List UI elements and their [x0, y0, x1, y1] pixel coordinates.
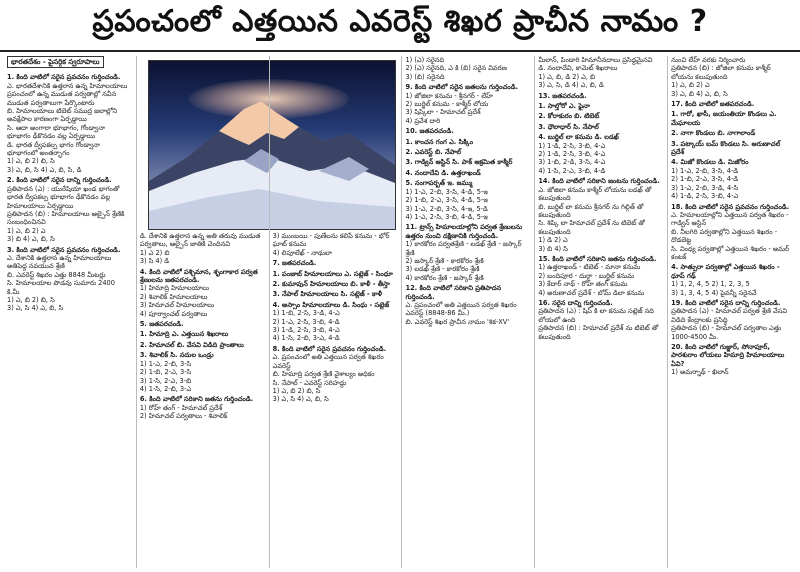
answer-text: బి. హిమాద్రి పర్వత శ్రేణి వైశాల్యం అధికం	[272, 370, 375, 379]
column-5	[534, 56, 663, 568]
question-text: 12. కింది వాటిలో సరికాని ప్రతిపాదన గుర్తించండి.	[405, 284, 502, 301]
question-text: 2. హిమాచల్ బి. వేసవి విడిది ప్రాంతాలు	[139, 340, 244, 349]
question-text: 7. జతపరచండి.	[272, 259, 317, 268]
question-text: 13. జతపరచండి.	[538, 91, 587, 100]
answer-text: బి. బుర్జిల్ లా కనుమ శ్రీనగర్ ను గిల్గిత్ తో కలుపుతుంది	[538, 202, 644, 219]
answer-text: ప్రతిపాదన (బి) - హిమాచల్ పర్వతాల ఎత్తు 1000-4500 మీ.	[671, 324, 782, 341]
answer-text: 3) ఎ, సి, డి 4) ఎ, బి, డి	[538, 81, 604, 90]
answer-text: 1) 1-ఎ, 2-బి, 3-సి	[139, 359, 192, 368]
question-text: 1. కాంచన గంగ ఎ. సిక్కిం	[405, 137, 474, 146]
question-text: 19. కింది వాటిలో సరైన దాన్ని గుర్తించండి.	[671, 298, 781, 307]
answer-text: 4) ప్రవేశ దారి	[405, 116, 441, 125]
question-text: 18. కింది వాటిలో సరైన ప్రవచనం గుర్తించండి.	[671, 202, 790, 211]
question-text: 3. శివాలిక్ సి. నదుల ఒండ్రు	[139, 351, 214, 360]
answer-text: 2) 1-డి, 2-సి, 3-బి, 4-ఎ	[538, 150, 606, 159]
answer-text: 4) లిపూలేఖ్ - నాథులా	[272, 248, 332, 257]
answer-text: బి. నీలగిరి పర్వతాల్లోని ఎత్తయిన శిఖరం - దొడబెట్ట	[671, 227, 778, 245]
answer-text: 3) హిమాచల్ హిమాలయాలు	[139, 301, 215, 310]
answer-text: 1) ఎ, బి 2) బి, సి	[7, 157, 55, 166]
answer-text: 2) 1-బి, 2-ఎ, 3-సి, 4-డి, 5-ఇ	[405, 196, 488, 205]
answer-text: 3) బి 4) సి	[538, 244, 568, 253]
answer-text: బి. హిమాలయాలు టిబెట్ సముద్ర జలాల్లోని అవక్షేపాల కారణంగా ఏర్పడ్డాయి	[7, 107, 118, 124]
answer-text: 4) పూర్వాంచల్ పర్వతాలు	[139, 309, 208, 318]
answer-text: ఎ. ప్రపంచంలో అతి ఎత్తయిన పర్వత శిఖరం ఎవరెస్ట్	[272, 353, 384, 370]
question-text: 16. సరైన దాన్ని గుర్తించండి.	[538, 298, 613, 307]
answer-text: 1) 1-డి, 2-సి, 3-బి, 4-ఎ	[538, 141, 606, 150]
question-text: 8. కింది వాటిలో సరైన ప్రవచనం గుర్తించండి.	[272, 344, 387, 353]
answer-text: ఎ. ప్రపంచంలో అతి ఎత్తయిన పర్వత శిఖరం ఎవరెస్ట్ (8848-86 మీ.)	[405, 300, 517, 318]
article-body	[4, 56, 796, 568]
section-tag: భారతదేశం - పైసర్గిక స్వరూపాలు	[7, 56, 104, 68]
question-text: 15. కింది వాటిలో సరికాని జతను గుర్తించండి.	[538, 254, 657, 263]
question-text: 2. కుమావున్ హిమాలయాలు బి. కాళీ - తీస్తా	[272, 280, 390, 289]
answer-text: 3) బి 4) ఎ, బి, సి	[7, 235, 55, 244]
question-text: 4. సాత్పురా పర్వతాల్లో ఎత్తయిన శిఖరం - ధూప్ గఢ్	[671, 263, 780, 280]
question-text: 4. బుర్జిల్ లా కనుమ డి. లడఖ్	[538, 133, 619, 142]
answer-text: 1) రోహ్ తంగ్ - హిమాచల్ ప్రదేశ్	[139, 403, 223, 412]
answer-text: ప్రతిపాదన (ఎ) : షిప్ కి లా కనుమ సట్లెజ్ నది లోయలో ఉంది	[538, 307, 654, 324]
answer-text: 4) 1-డి, 2-సి, 3-బి, 4-ఎ	[671, 192, 739, 201]
answer-text: ప్రతిపాదన (ఎ) : యురేషియా ఖండ భాగంతో భారత ద్వీపకల్ప భూభాగం ఢీకొనడం వల్ల హిమాలయాలు ఏర్పడ్డాయి	[7, 184, 120, 210]
answer-text: నుంచి లేహ్ వరకు నిర్మించారు	[671, 56, 746, 64]
column-4	[401, 56, 530, 568]
column-text	[140, 232, 262, 421]
answer-text: 2) బందిపూర - దుర్గా - బుర్జిల్ కనుమ	[538, 271, 635, 280]
question-text: 1. గారో, ఖాసీ, జయంతియా కొండలు ఎ. మేఘాలయ	[671, 110, 777, 127]
answer-text: ఎ. భారతదేశానికి ఉత్తరాన ఉన్న హిమాలయాలు ప్రపంచంలో ఉన్న ముడుత పర్వతాల్లో నవీన ముడుత పర్వతాలుగా పేర్కొంటారు	[7, 81, 128, 107]
answer-text: 3) ఎ, బి, సి 4) ఎ, బి, సి, డి	[7, 165, 82, 174]
answer-text: 1) ఎ, బి 2) ఎ	[7, 226, 46, 235]
answer-text: సి. వింధ్య పర్వతాల్లో ఎత్తయిన శిఖరం - అమర్ కంటక్	[671, 244, 790, 261]
question-text: 3. కింది వాటిలో సరైన ప్రవచనం గుర్తించండి.	[7, 245, 121, 254]
question-text: 1. పంజాబ్ హిమాలయాలు ఎ. సట్లెజ్ - సింధూ	[272, 269, 393, 278]
question-text: 2. కోరాకురం బి. టిబెట్	[538, 112, 600, 121]
question-text: 1. సాల్తోరో ఎ. ఫైనా	[538, 102, 590, 111]
column-text	[671, 56, 793, 377]
column-1	[4, 56, 132, 568]
answer-text: 4) 1-సి, 2-బి, 3-ఎ, 4-డి	[272, 334, 340, 343]
answer-text: 2) (ఎ) సరైనది, ఎ కి (బి) సరైన వివరణ	[405, 64, 507, 73]
answer-text: ప్రతిపాదన (బి) : జోజిలా కనుమ కాశ్మీర్ లోయను కలుపుతుంది	[671, 64, 771, 81]
answer-text: 2) బుర్జిల్ కనుమ - కాశ్మీర్ లోయ	[405, 100, 489, 109]
answer-text: సి. నేపాల్ - ఎవరెస్ట్ సరిహద్దు	[272, 378, 347, 387]
answer-text: 1) ఎ, బి 2) ఎ	[671, 81, 710, 90]
column-text	[405, 56, 527, 326]
question-text: 10. జతపరచండి.	[405, 127, 454, 136]
answer-text: 3) షిప్కిలా - హిమాచల్ ప్రదేశ్	[405, 108, 481, 117]
question-text: 20. కింది వాటిలో గుజ్జార్, సోనాపూర్, పారశురాం లోయలు హిమాద్రి హిమాలయాలు ఏవి?	[671, 343, 785, 368]
column-2	[136, 56, 265, 568]
question-text: 2. నాగా కొండలు బి. నాగాలాండ్	[671, 129, 756, 138]
answer-text: సి. హిమాలయాల పొడవు సుమారు 2400 కి.మీ	[7, 279, 115, 296]
answer-text: 3) ముంబయి - పుణేలను కలిపే కనుమ - భోర్ ఘాట్ కనుమ	[272, 232, 390, 249]
answer-text: ఎ. జోజిలా కనుమ కాశ్మీర్ లోయను లడఖ్ తో కలుపుతుంది	[538, 185, 652, 203]
answer-text: బి. ఎవరెస్ట్ శిఖరం ఎత్తు 8848 మీటర్లు	[7, 270, 106, 279]
column-text	[538, 56, 660, 341]
answer-text: 3) (బి) సరైనది	[405, 72, 445, 81]
answer-text: 1) ఎ 2) బి	[139, 248, 170, 257]
answer-text: 2) 1-బి, 2-ఎ, 3-సి, 4-డి	[671, 175, 739, 184]
question-text: 1. కింది వాటిలో సరైన ప్రవచనం గుర్తించండి.	[7, 73, 121, 82]
answer-text: 4) 1-ఎ, 2-సి, 3-బి, 4-డి, 5-ఇ	[405, 212, 488, 221]
answer-text: 1) 1-బి, 2-సి, 3-డి, 4-ఎ	[272, 309, 340, 318]
question-text: 17. కింది వాటిలో జతపరచండి.	[671, 100, 755, 109]
answer-text: ప్రతిపాదన (బి) : హిమాలయాలు ఆల్పైన్ శ్రేణికి సంబంధించినవి	[7, 209, 125, 227]
question-text: 6. కింది వాటిలో సరికాని జతను గుర్తించండి.	[139, 395, 254, 404]
answer-text: 1) ఎ, బి 2) బి, సి	[7, 295, 55, 304]
answer-text: 2) హిమాచల్ పర్వతాలు - శివాలిక్	[139, 412, 228, 421]
answer-text: 3) కేదార్ నాథ్ - రోహ్ తంగ్ కనుమ	[538, 280, 628, 289]
answer-text: 3) 1-ఎ, 2-బి, 3-డి, 4-సి	[671, 183, 739, 192]
answer-text: సి. ఆదా అంగారా భూభాగం, గోండ్వానా భూభాగం ఢీకొనడం వల్ల ఏర్పడ్డాయి	[7, 123, 106, 141]
answer-text: 1) 1-ఎ, 2-బి, 3-సి, 4-డి	[671, 166, 739, 175]
answer-text: 4) 1-సి, 2-బి, 3-ఎ	[139, 384, 192, 393]
answer-text: 3) 1-డి, 2-సి, 3-బి, 4-ఎ	[272, 326, 340, 335]
answer-text: 3) 1, 3, 4, 5 4) పైవన్నీ సరైనవే	[671, 288, 757, 297]
question-text: 3. ధౌలాధార్ సి. నేపాల్	[538, 122, 599, 131]
answer-text: 3) 1-బి, 2-డి, 3-సి, 4-ఎ	[538, 158, 606, 167]
answer-text: 4) అరుణాచల్ ప్రదేశ్ - బోమ్ డిలా కనుమ	[538, 288, 645, 297]
column-text	[273, 232, 395, 404]
answer-text: 3) ఎ, బి 4) ఎ, బి, సి	[671, 89, 728, 98]
answer-text: 3) 1-సి, 2-ఎ, 3-బి	[139, 376, 192, 385]
answer-text: బి. ఎవరెస్ట్ శిఖర ప్రాచీన నామం 'శిక-XV'	[405, 317, 510, 326]
answer-text: ప్రతిపాదన (ఎ) - హిమాచల్ పర్వత శ్రేణి వేసవి విడిది కేంద్రాలకు ప్రసిద్ధి	[671, 307, 788, 324]
answer-text: ఎ. హిమాలయాల్లోని ఎత్తయిన పర్వత శిఖరం - గాడ్విన్ ఆస్టిన్	[671, 210, 789, 228]
answer-text: 1) ఎ, బి, డి 2) ఎ, బి	[538, 72, 596, 81]
question-text: 4. అస్సాం హిమాలయాలు డి. సింధు - సట్లెజ్	[272, 300, 390, 309]
answer-text: 1) జోజిలా కనుమ - శ్రీనగర్ - లేహ్	[405, 91, 493, 100]
question-text: 4. నందాదేవి డి. ఉత్తరాఖండ్	[405, 168, 481, 177]
answer-text: 1) హిమాద్రి హిమాలయాలు	[139, 284, 210, 293]
answer-text: ఎ. దేశానికి ఉత్తరాన ఉన్న హిమాలయాలు అతిపెద్ద నవయువ శ్రేణి	[7, 253, 112, 271]
answer-text: 3) 1-ఎ, 2-బి, 3-సి, 4-ఇ, 5-డి	[405, 204, 488, 213]
answer-text: సి. శిప్కి లా హిమాచల్ ప్రదేశ్ ను టిబెట్ తో కలుపుతుంది	[538, 219, 645, 236]
question-text: 9. కింది వాటిలో సరైన జతలను గుర్తించండి.	[405, 83, 519, 92]
answer-text: డి. భారత ద్వీపకల్ప భాగం గోండ్వానా భూభాగంలో అంతర్భాగం	[7, 140, 100, 158]
question-text: 14. కింది వాటిలో సరికాని జంటను గుర్తించండి.	[538, 177, 660, 186]
answer-text: 2) శివాలిక్ హిమాలయాలు	[139, 292, 208, 301]
answer-text: 1) ఎ, బి 2) బి, సి	[272, 386, 321, 395]
answer-text: 1) 1, 2, 4, 5 2) 1, 2, 3, 5	[671, 280, 750, 289]
answer-text: ప్రతిపాదన (బి) : హిమాచల్ ప్రదేశ్ ను టిబెట్ తో కలుపుతుంది	[538, 324, 659, 341]
question-text: 2. ఎవరెస్ట్ బి. నేపాల్	[405, 148, 462, 157]
question-text: 11. ట్రాన్స్ హిమాలయాల్లోని పర్వత శ్రేణులను ఉత్తరం నుంచి దక్షిణానికి గుర్తించండి.	[405, 223, 523, 240]
answer-text: 2) 1-ఎ, 2-సి, 3-బి, 4-డి	[272, 317, 340, 326]
column-text	[7, 73, 129, 312]
answer-text: 3) ఎ, సి 4) ఎ, బి, సి	[7, 304, 64, 313]
question-text: 3. పట్కాయ్ బమ్ కొండలు సి. అరుణాచల్ ప్రదేశ్	[671, 139, 781, 157]
answer-text: 4) 1-సి, 2-ఎ, 3-బి, 4-డి	[538, 166, 606, 175]
answer-text: 4) కారకోరం శ్రేణి - జస్కార్ శ్రేణి	[405, 273, 484, 282]
answer-text: 3) లడఖ్ శ్రేణి - కారకోరం శ్రేణి	[405, 265, 480, 274]
answer-text: డి. దేశానికి ఉత్తరాన ఉన్న అతి తరువు ముడుత పర్వతాలు, ఆల్పైన్ జాతికి చెందినవి	[139, 232, 261, 249]
question-text: 5. జతపరచండి.	[139, 320, 184, 329]
question-text: 2. కింది వాటిలో సరైన దాన్ని గుర్తించండి.	[7, 176, 112, 185]
answer-text: 2) 1-బి, 2-ఎ, 3-సి	[139, 368, 192, 377]
column-6	[667, 56, 796, 568]
answer-text: 3) ఎ, సి 4) ఎ, బి, సి	[272, 395, 329, 404]
question-text: 3. గాడ్విన్ ఆస్టిన్ సి. పాక్ ఆక్రమిత కాశ్మీర్	[405, 158, 513, 167]
answer-text: మీలాన్, పిండారి హిమానీనదాలు ప్రసిద్ధమైనవి	[538, 56, 653, 64]
headline: ప్రపంచంలో ఎత్తయిన ఎవరెస్ట్ శిఖర ప్రాచీన నామం ?	[0, 0, 800, 52]
answer-text: డి. నందాదేవి, కామెట్ శిఖరాలు	[538, 64, 618, 73]
answer-text: 1) అమర్నాథ్ - ఖిలాన్	[671, 368, 729, 377]
answer-text: 1) కారకోరం పర్వతశ్రేణి - లడఖ్ శ్రేణి - జస్కార్ శ్రేణి	[405, 240, 522, 257]
question-text: 5. నంగాపర్బత్ ఇ. జమ్ము	[405, 179, 473, 188]
question-text: 3. నేపాల్ హిమాలయాలు సి. సట్లెజ్ - కాళీ	[272, 290, 383, 299]
answer-text: 3) సి 4) డి	[139, 257, 170, 266]
answer-text: 2) జస్కార్ శ్రేణి - కారకోరం శ్రేణి	[405, 256, 484, 265]
answer-text: 1) డి 2) ఎ	[538, 236, 568, 245]
answer-text: 1) (ఎ) సరైనది	[405, 56, 445, 64]
answer-text: 1) 1-ఎ, 2-బి, 3-సి, 4-డి, 5-ఇ	[405, 187, 488, 196]
question-text: 4. మిజో కొండలు డి. మిజోరం	[671, 158, 749, 167]
column-3	[269, 56, 398, 568]
question-text: 1. హిమాద్రి ఎ. ఎత్తయిన శిఖరాలు	[139, 330, 229, 339]
question-text: 4. కింది వాటిలో పశ్చిమాన, శృంగాకార పర్వత శ్రేణులను జతపరచండి.	[139, 267, 258, 285]
answer-text: 1) ఉత్తరాఖండ్ - టిబెట్ - మానా కనుమ	[538, 263, 641, 272]
